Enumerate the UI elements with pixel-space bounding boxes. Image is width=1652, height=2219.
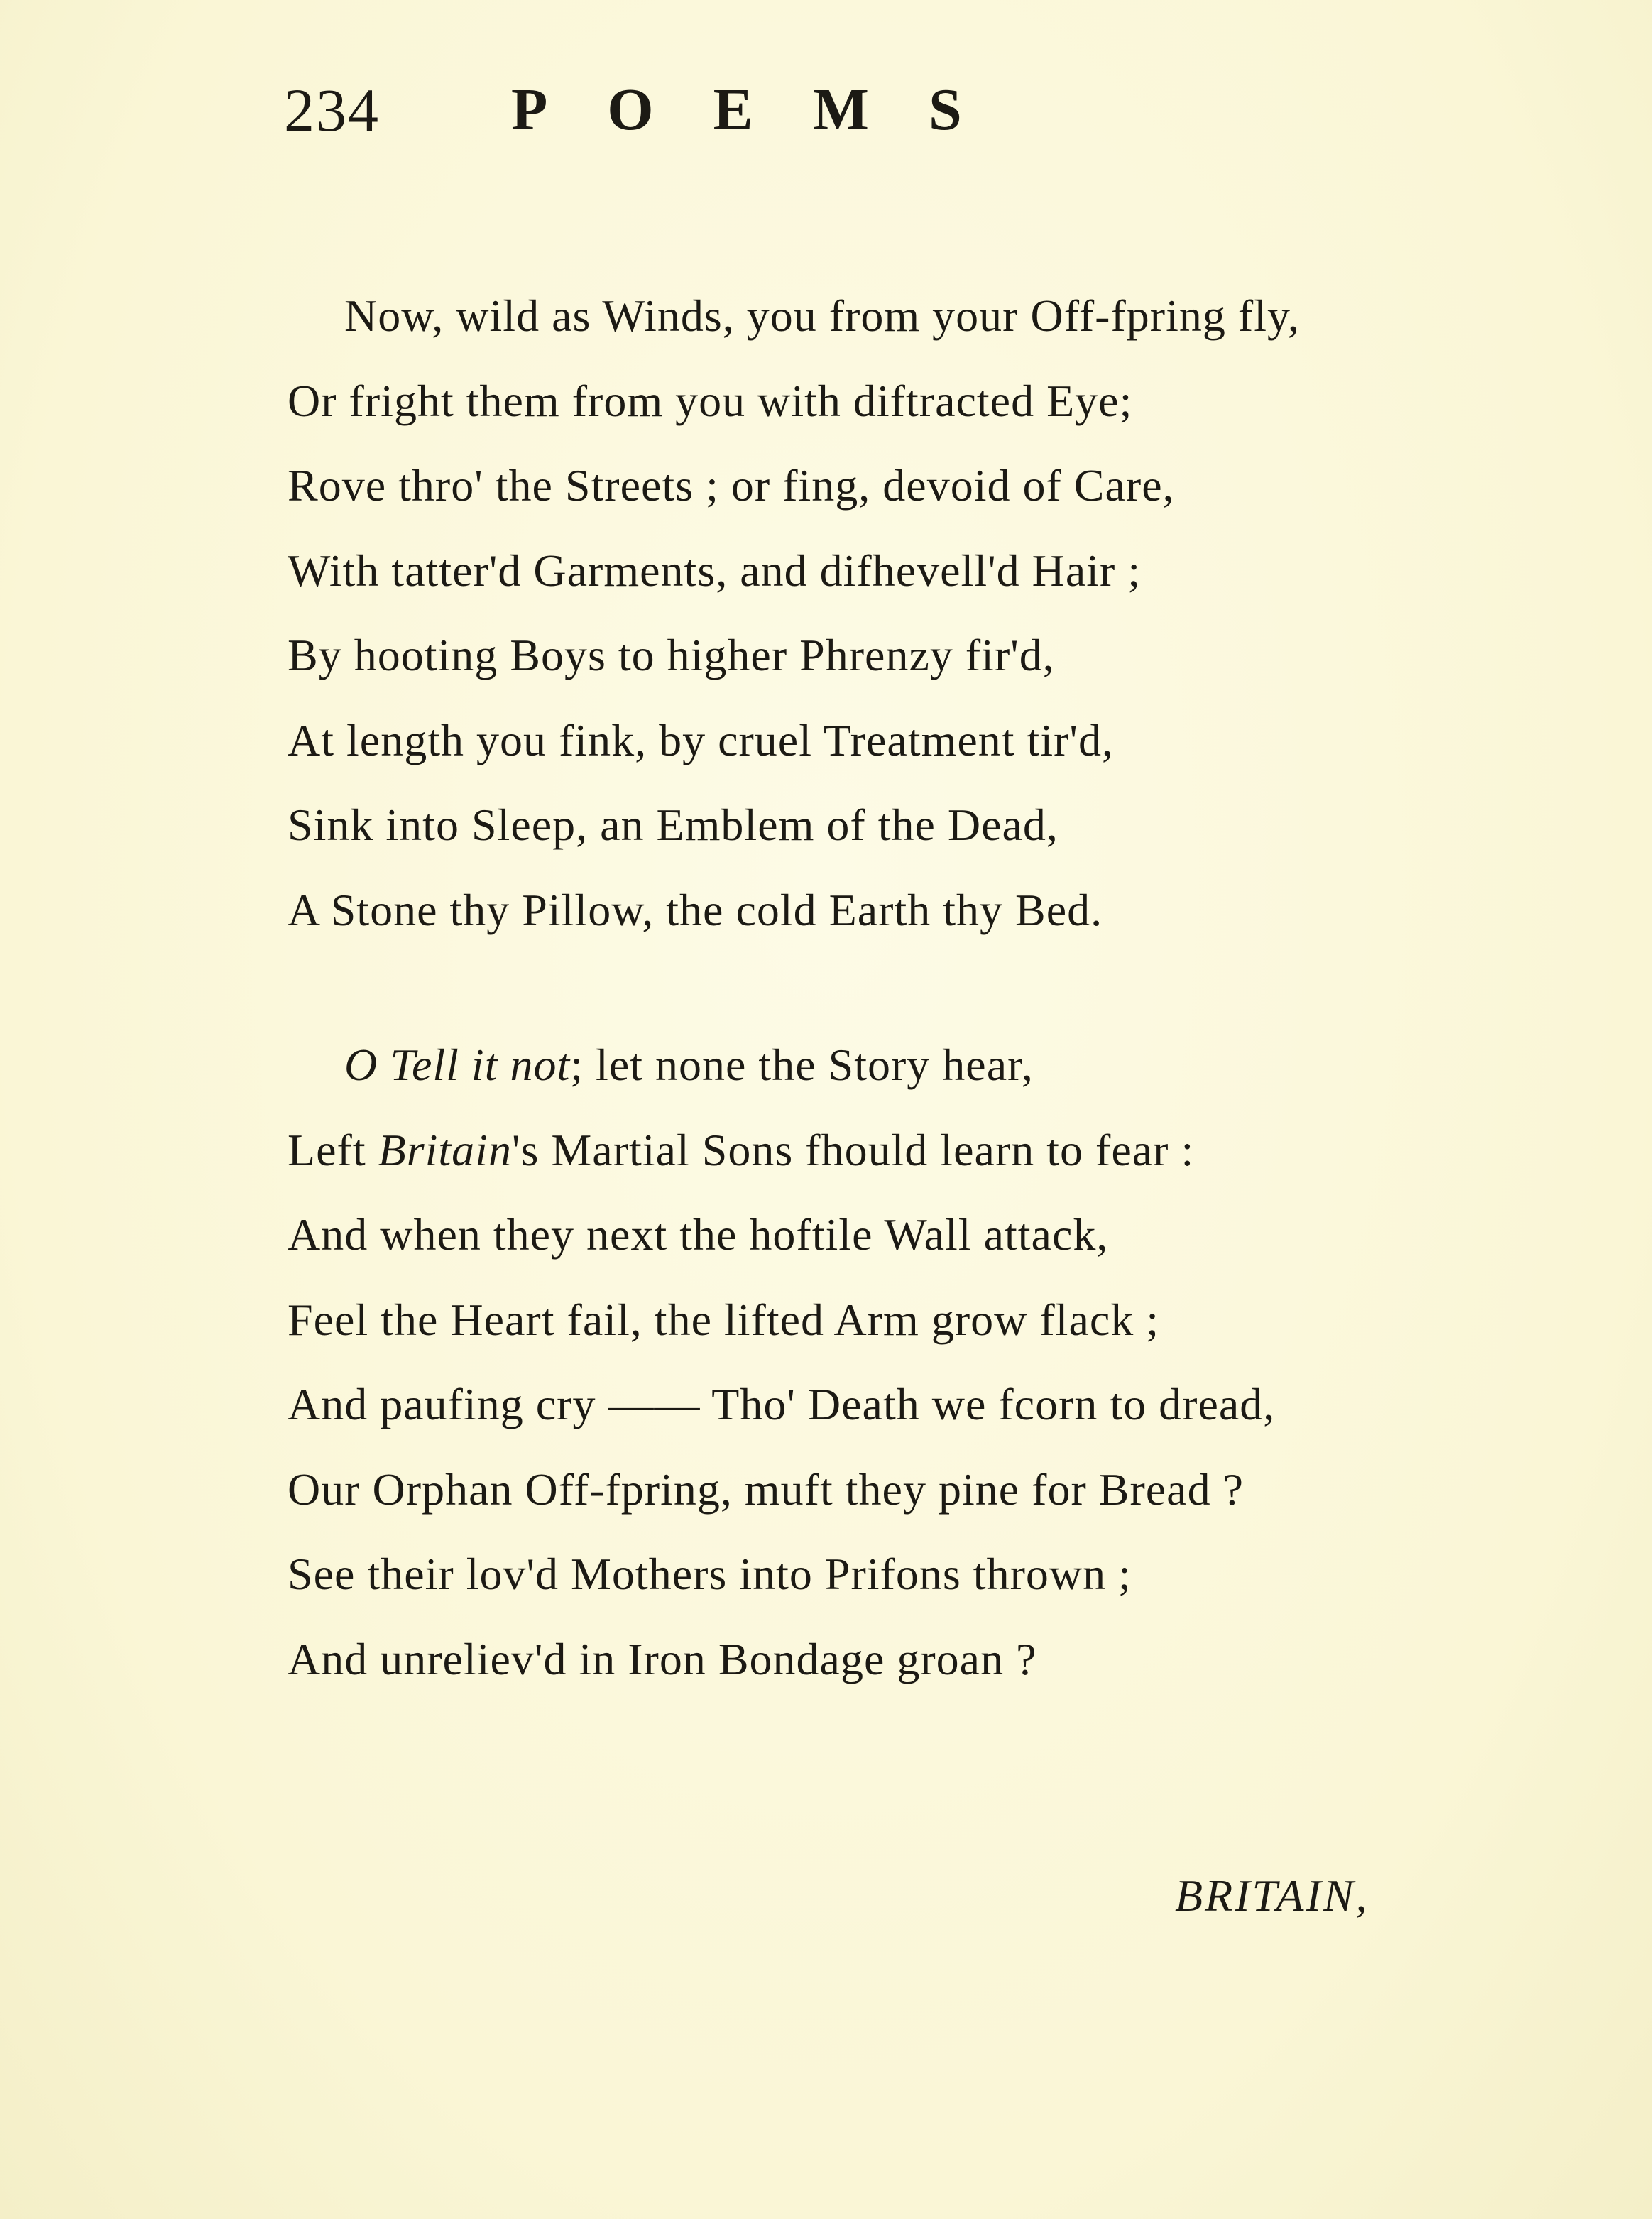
verse-line: Our Orphan Off-fpring, muft they pine for Bread ?	[288, 1463, 1244, 1515]
verse-line: By hooting Boys to higher Phrenzy fir'd,	[288, 630, 1055, 680]
stanza-1	[288, 273, 1494, 952]
verse-line	[288, 1108, 1494, 1193]
verse-line: See their lov'd Mothers into Prifons thrown ;	[288, 1549, 1132, 1599]
verse-text: Left	[288, 1124, 378, 1175]
italic-phrase: O Tell it not	[344, 1040, 571, 1090]
verse-line: And when they next the hoftile Wall attack,	[288, 1209, 1109, 1260]
catchword: BRITAIN,	[1175, 1870, 1369, 1921]
verse-line: Sink into Sleep, an Emblem of the Dead,	[288, 800, 1059, 850]
verse-line: Or fright them from you with diftracted Eye;	[288, 375, 1133, 426]
verse-line: And unreliev'd in Iron Bondage groan ?	[288, 1633, 1037, 1684]
verse-line: And paufing cry —— Tho' Death we fcorn to dread,	[288, 1379, 1276, 1429]
page-number: 234	[284, 76, 380, 144]
verse-line	[288, 1023, 1494, 1108]
running-title: POEMS	[511, 77, 1022, 143]
verse-line: At length you fink, by cruel Treatment tir'd,	[288, 714, 1114, 765]
verse-line: Now, wild as Winds, you from your Off-fpring fly,	[344, 290, 1300, 341]
verse-line: With tatter'd Garments, and difhevell'd Hair ;	[288, 545, 1142, 596]
verse-text: 's Martial Sons fhould learn to fear :	[511, 1124, 1195, 1175]
verse-line: Rove thro' the Streets ; or fing, devoid of Care,	[288, 460, 1175, 511]
verse-line: A Stone thy Pillow, the cold Earth thy Bed.	[288, 884, 1103, 935]
stanza-2	[288, 1023, 1494, 1701]
verse-line: Feel the Heart fail, the lifted Arm grow flack ;	[288, 1294, 1160, 1345]
italic-name: Britain	[378, 1124, 512, 1175]
verse-text: ; let none the Story hear,	[570, 1040, 1034, 1090]
page-header	[0, 67, 1652, 153]
